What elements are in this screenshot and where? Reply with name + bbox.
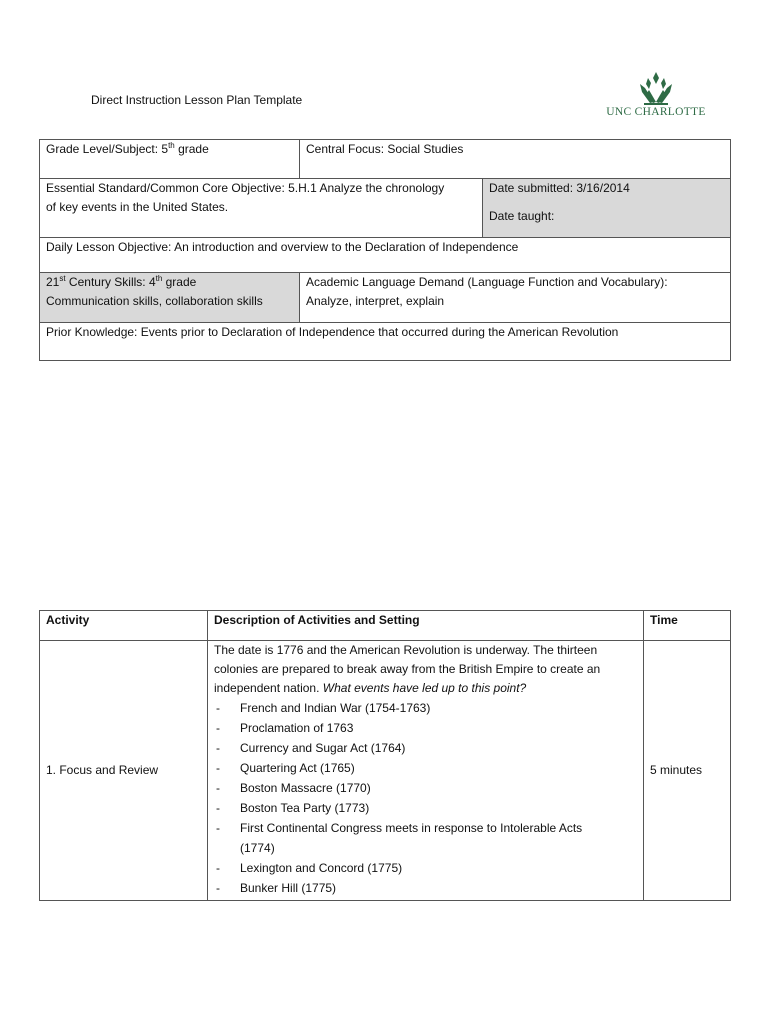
- description-cell: [208, 641, 644, 901]
- skills-sup-1: st: [59, 274, 66, 283]
- academic-line-1: Academic Language Demand (Language Function and Vocabulary):: [306, 275, 668, 289]
- activities-table: [39, 610, 731, 901]
- list-item: - Lexington and Concord (1775): [214, 858, 637, 878]
- unc-charlotte-logo: [604, 70, 708, 120]
- essential-standard-cell: [40, 179, 483, 238]
- list-item-continued: (1774): [240, 841, 275, 855]
- daily-objective-cell: Daily Lesson Objective: An introduction and overview to the Declaration of Independence: [40, 238, 731, 273]
- list-item: - Proclamation of 1763: [214, 718, 637, 738]
- list-item: - Currency and Sugar Act (1764): [214, 738, 637, 758]
- grade-suffix: grade: [174, 142, 209, 156]
- list-item: - Boston Massacre (1770): [214, 778, 637, 798]
- century-skills-cell: [40, 273, 300, 323]
- intro-line-3: independent nation.: [214, 681, 323, 695]
- standard-line-1: Essential Standard/Common Core Objective: 5.H.1 Analyze the chronology: [46, 181, 445, 195]
- grade-level-cell: [40, 140, 300, 179]
- intro-line-2: colonies are prepared to break away from the British Empire to create an: [214, 662, 601, 676]
- activity-header: Activity: [40, 611, 208, 641]
- skills-sup-2: th: [155, 274, 163, 283]
- dates-cell: [483, 179, 731, 238]
- description-header: Description of Activities and Setting: [208, 611, 644, 641]
- list-item: [214, 818, 637, 858]
- list-item: - Quartering Act (1765): [214, 758, 637, 778]
- list-item: - Boston Tea Party (1773): [214, 798, 637, 818]
- list-item: - French and Indian War (1754-1763): [214, 698, 637, 718]
- crown-icon: [604, 70, 708, 108]
- central-focus-cell: Central Focus: Social Studies: [300, 140, 731, 179]
- intro-question: What events have led up to this point?: [322, 681, 527, 695]
- date-submitted: Date submitted: 3/16/2014: [489, 181, 630, 195]
- lesson-info-table: [39, 139, 731, 361]
- skills-line-2: Communication skills, collaboration skills: [46, 294, 263, 308]
- time-header: Time: [644, 611, 731, 641]
- grade-sup: th: [168, 141, 175, 150]
- intro-line-1: The date is 1776 and the American Revolution is underway. The thirteen: [214, 643, 598, 657]
- events-list: [214, 698, 637, 898]
- skills-prefix: 21: [46, 275, 60, 289]
- academic-language-cell: [300, 273, 731, 323]
- activity-cell: 1. Focus and Review: [40, 641, 208, 901]
- logo-text: UNC CHARLOTTE: [606, 106, 706, 118]
- grade-label: Grade Level/Subject: 5: [46, 142, 169, 156]
- date-taught: Date taught:: [489, 209, 555, 223]
- document-title: Direct Instruction Lesson Plan Template: [91, 93, 303, 107]
- prior-knowledge-cell: Prior Knowledge: Events prior to Declaration of Independence that occurred during the American Revolution: [40, 323, 731, 361]
- time-cell: 5 minutes: [644, 641, 731, 901]
- skills-mid: Century Skills: 4: [65, 275, 156, 289]
- skills-suffix: grade: [162, 275, 197, 289]
- list-item: - Bunker Hill (1775): [214, 878, 637, 898]
- standard-line-2: of key events in the United States.: [46, 200, 229, 214]
- list-item-text: - First Continental Congress meets in response to Intolerable Acts: [240, 821, 583, 835]
- academic-line-2: Analyze, interpret, explain: [306, 294, 445, 308]
